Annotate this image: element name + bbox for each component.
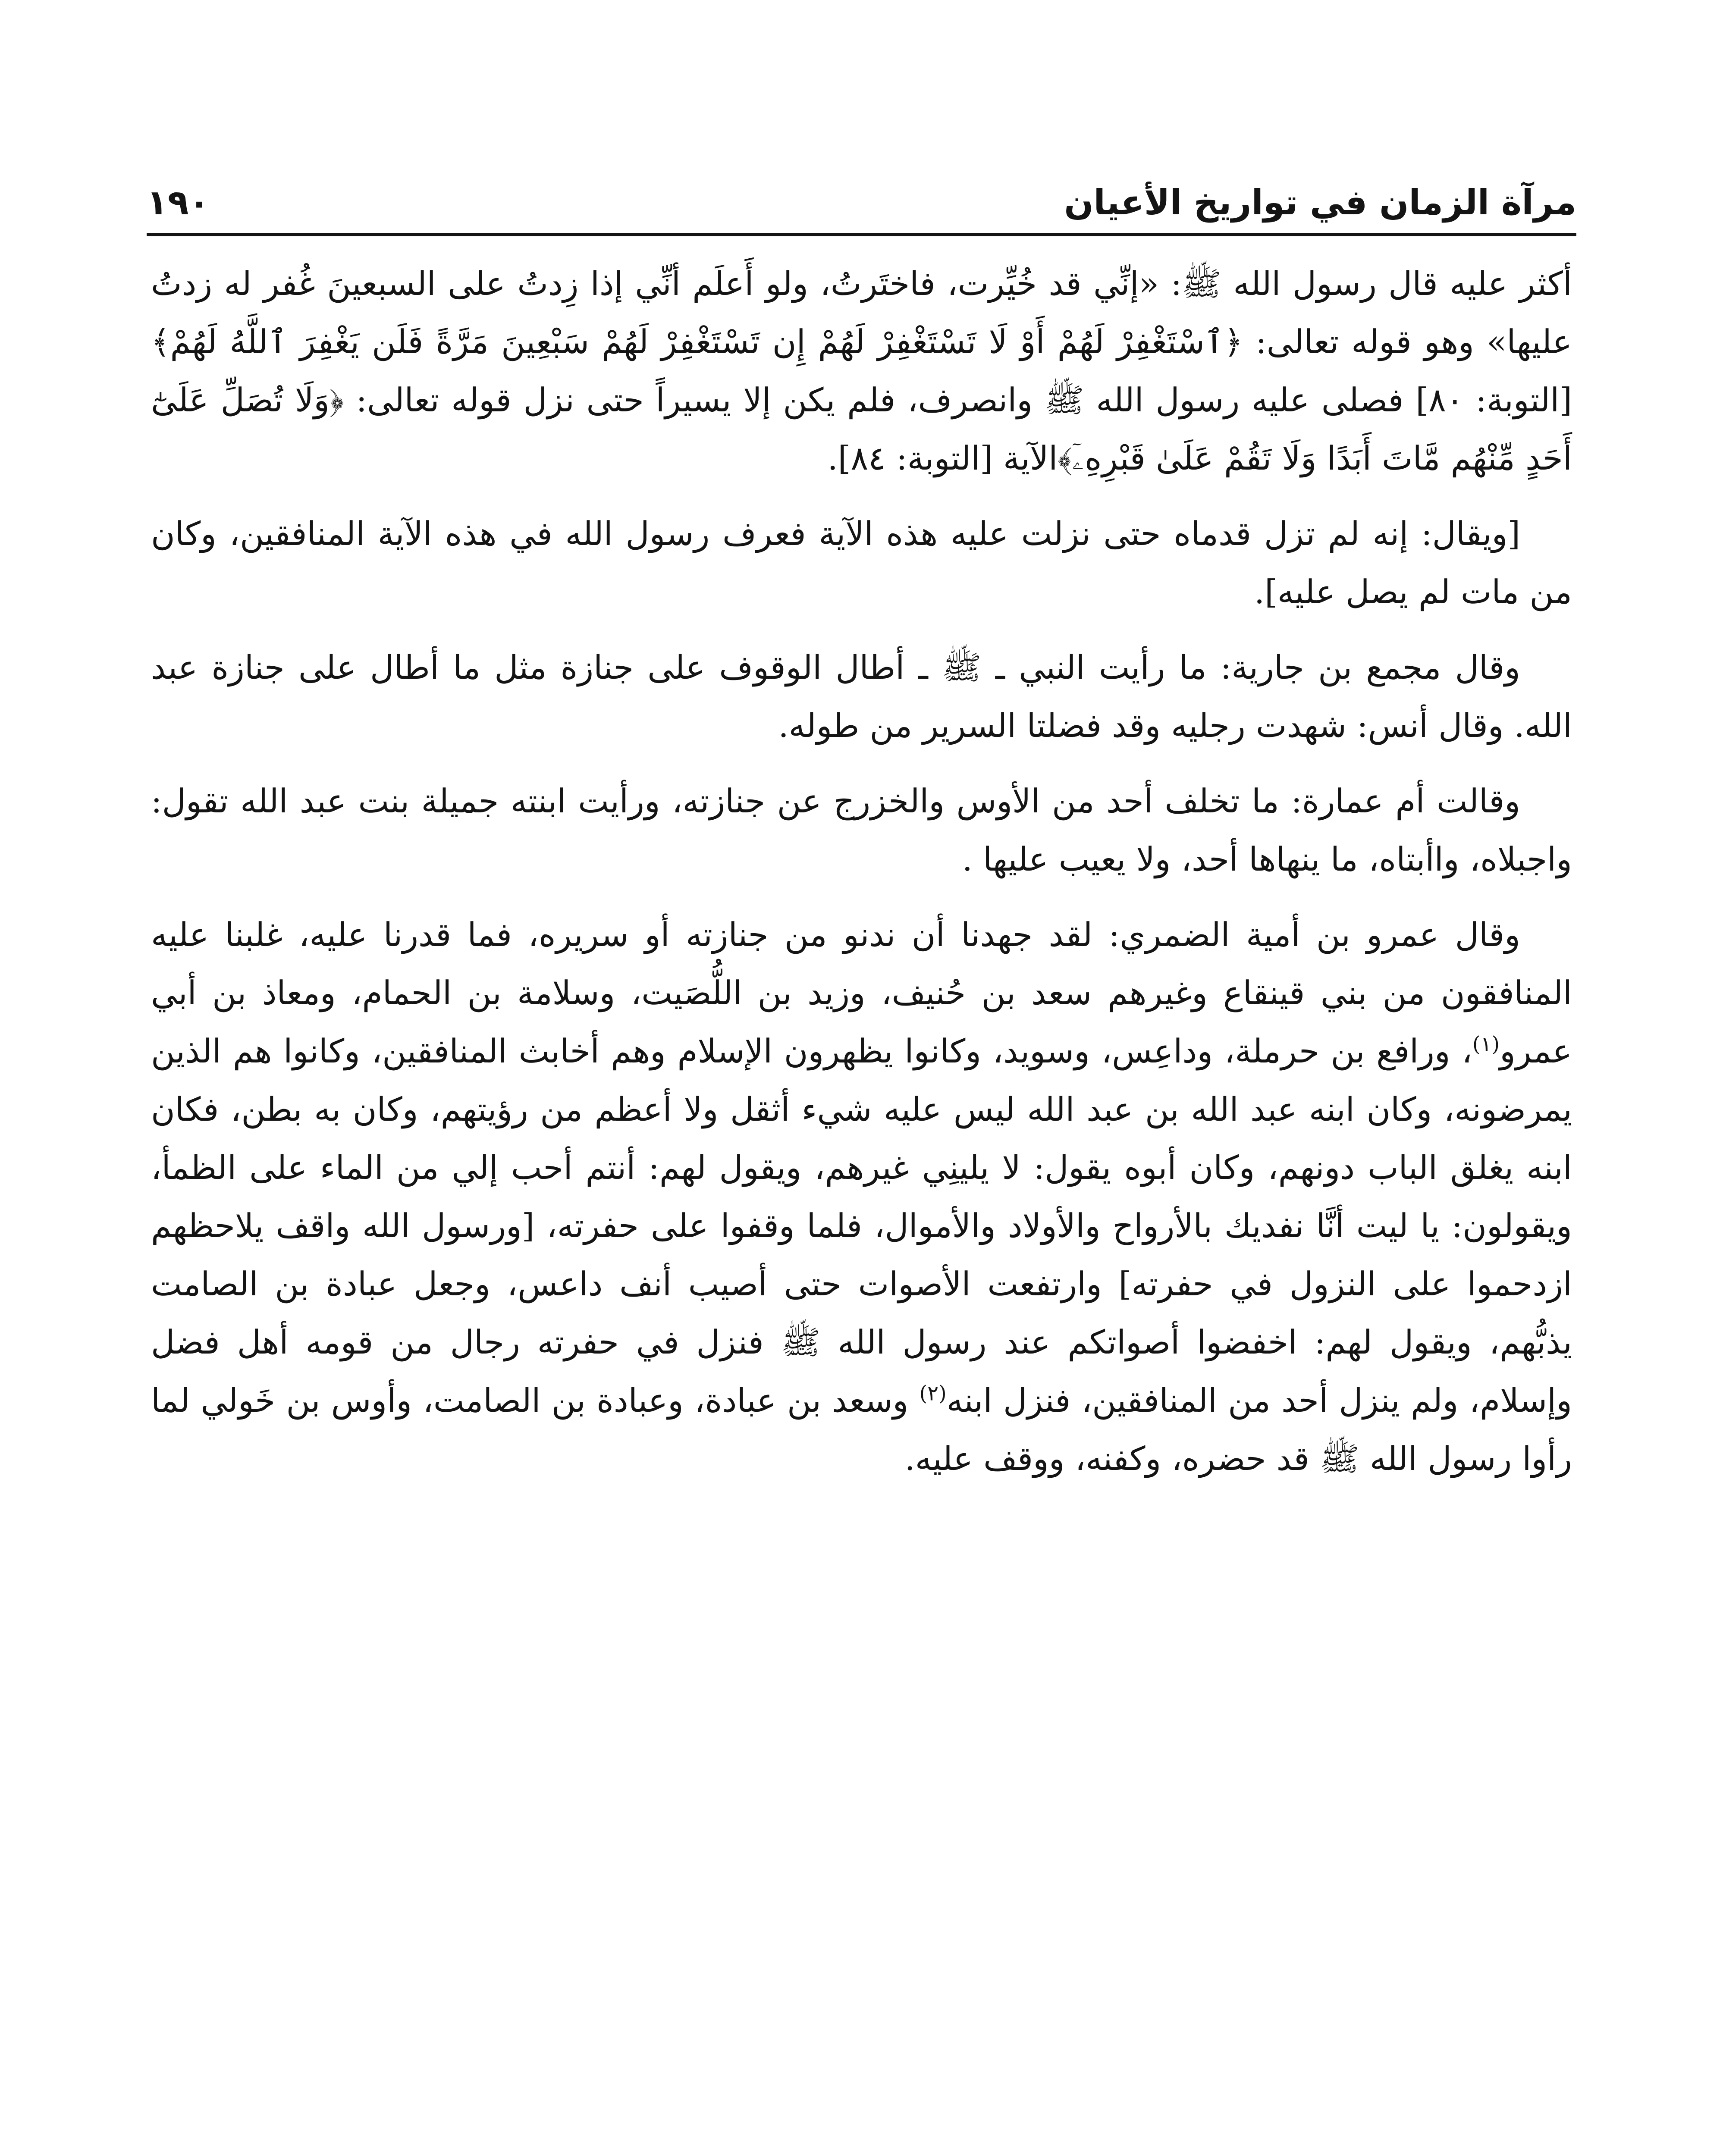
- quran-verse-tawba-80: ﴿ٱسْتَغْفِرْ لَهُمْ أَوْ لَا تَسْتَغْفِرْ لَهُمْ إِن تَسْتَغْفِرْ لَهُمْ سَبْعِينَ مَرَّةً فَلَن يَغْفِرَ ٱللَّهُ لَهُمْ﴾: [151, 323, 1243, 361]
- paragraph-3: وقال مجمع بن جارية: ما رأيت النبي ـ ﷺ ـ أطال الوقوف على جنازة مثل ما أطال على جنازة عبد الله. وقال أنس: شهدت رجليه وقد فضلتا السرير من طوله.: [151, 648, 1572, 745]
- paragraph-1: [151, 254, 1572, 487]
- page-header: [147, 160, 1576, 236]
- page-number: ١٩٠: [147, 182, 210, 222]
- paragraph-5: [151, 906, 1572, 1488]
- footnote-ref-2[interactable]: (٢): [919, 1381, 947, 1406]
- paragraph-1-text-b: [التوبة: ٨٠] فصلى عليه رسول الله ﷺ وانصرف، فلم يكن إلا يسيراً حتى نزل قوله تعالى:: [344, 381, 1572, 419]
- footnote-ref-1[interactable]: (١): [1472, 1032, 1500, 1056]
- paragraph-1-text-a: أكثر عليه قال رسول الله ﷺ: «إنِّي قد خُيِّرت، فاختَرتُ، ولو أَعلَم أنِّي إذا زِدتُ على السبعينَ غُفر له زدتُ عليها» وهو قوله تعالى:: [151, 264, 1572, 361]
- quran-verse-tawba-84: ﴿وَلَا تُصَلِّ عَلَىٰٓ أَحَدٍ مِّنْهُم مَّاتَ أَبَدًا وَلَا تَقُمْ عَلَىٰ قَبْرِهِۦٓ﴾: [151, 381, 1572, 477]
- running-title: مرآة الزمان في تواريخ الأعيان: [1064, 182, 1576, 222]
- paragraph-5-text-b: ، ورافع بن حرملة، وداعِس، وسويد، وكانوا يظهرون الإسلام وهم أخابث المنافقين، وكانوا هم الذين يمرضونه، وكان ابنه عبد الله بن عبد الله ليس عليه شيء أثقل ولا أعظم من رؤيتهم، وكان به بطن، فكان ابنه يغلق الباب دونهم، وكان أبوه يقول: لا يلينِي غيرهم، ويقول لهم: أنتم أحب إلي من الماء على الظمأ، ويقولون: يا ليت أنَّا نفديك بالأرواح والأولاد والأموال، فلما وقفوا على حفرته، [ورسول الله واقف يلاحظهم ازدحموا على النزول في حفرته] وارتفعت الأصوات حتى أصيب أنف داعس، وجعل عبادة بن الصامت يذبُّهم، ويقول لهم: اخفضوا أصواتكم عند رسول الله ﷺ فنزل في حفرته رجال من قومه أهل فضل وإسلام، ولم ينزل أحد من المنافقين، فنزل ابنه: [151, 1032, 1572, 1420]
- paragraph-1-text-c: الآية [التوبة: ٨٤].: [827, 439, 1058, 477]
- paragraph-5-text-a: وقال عمرو بن أمية الضمري: لقد جهدنا أن ندنو من جنازته أو سريره، فما قدرنا عليه، غلبنا عليه المنافقون من بني قينقاع وغيرهم سعد بن حُنيف، وزيد بن اللُّصَيت، وسلامة بن الحمام، ومعاذ بن أبي عمرو: [151, 915, 1572, 1070]
- main-text: [151, 254, 1572, 1505]
- paragraph-4: وقالت أم عمارة: ما تخلف أحد من الأوس والخزرج عن جنازته، ورأيت ابنته جميلة بنت عبد الله تقول: واجبلاه، واأبتاه، ما ينهاها أحد، ولا يعيب عليها .: [151, 782, 1572, 878]
- paragraph-2: [ويقال: إنه لم تزل قدماه حتى نزلت عليه هذه الآية فعرف رسول الله في هذه الآية المنافقين، وكان من مات لم يصل عليه].: [151, 514, 1572, 611]
- paragraph-5-text-c: وسعد بن عبادة، وعبادة بن الصامت، وأوس بن خَولي لما رأوا رسول الله ﷺ قد حضره، وكفنه، ووقف عليه.: [151, 1381, 1572, 1478]
